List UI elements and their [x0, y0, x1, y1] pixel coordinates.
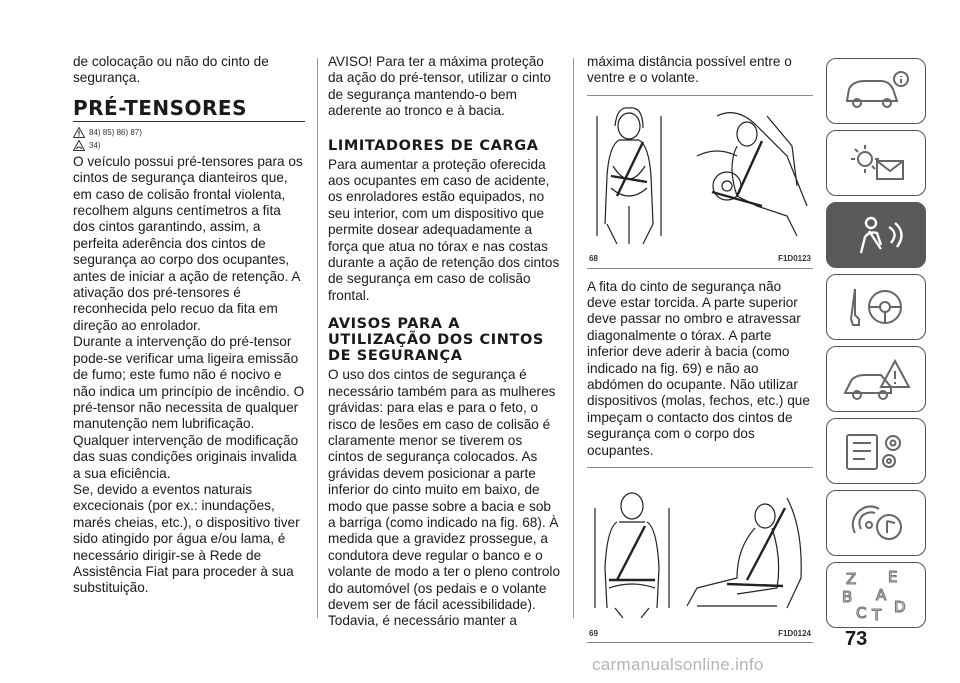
paragraph: O uso dos cintos de segurança é necessário também para as mulheres grávidas: para elas e para o feto, o risco de lesões em caso de colisão é claramente menor se tiverem os cintos de segurança colocados. As grávidas devem posicionar a parte inferior do cinto muito em baixo, de modo que passe sobre a bacia e sob a barriga (como indicado na fig. 68). À medida que a gravidez prossegue, a condutora deve regular o banco e o volante de modo a ter o pleno controlo do automóvel (os pedais e o volante devem ser de fácil acessibilidade). Todavia, é necessário manter a [328, 367, 561, 629]
index-icon [836, 568, 916, 622]
paragraph: Durante a intervenção do pré-tensor pode-se verificar uma ligeira emissão de fumo; este fumo não é nocivo e não indica um princípio de incêndio. O pré-tensor não necessita de qualquer manutenção nem lubrificação. Qualquer intervenção de modificação das suas condições originais invalida a sua eficiência. [73, 334, 305, 481]
paragraph: Se, devido a eventos naturais excecionais (por ex.: inundações, marés cheias, etc.), o dispositivo tiver sido atingido por água e/ou lama, é necessário dirigir-se à Rede de Assistência Fiat para proceder à sua substituição. [73, 481, 300, 596]
tab-warning-lights[interactable] [826, 130, 926, 196]
starting-driving-icon [841, 285, 911, 329]
index-letter: A [876, 586, 887, 604]
emergency-icon [841, 357, 911, 401]
figure-caption [587, 248, 813, 267]
pregnant-seatbelt-illustration [587, 96, 813, 244]
car-info-icon [841, 69, 911, 113]
column-2 [328, 54, 560, 630]
section-title-pretensores: PRÉ-TENSORES [73, 97, 305, 122]
warning-references [73, 127, 305, 139]
column-1 [73, 54, 305, 597]
index-letter: T [872, 606, 882, 622]
figure-code: F1D0123 [778, 254, 811, 264]
paragraph: Para aumentar a proteção oferecida aos ocupantes em caso de acidente, os enroladores estão equipados, no seu interior, com um dispositivo que permite dosear adequadamente a força que atua no tórax e nas costas durante a ação de retenção dos cintos de segurança em caso de colisão frontal. [328, 156, 560, 303]
figure-code: F1D0124 [778, 628, 811, 638]
warning-refs-2: 34) [89, 140, 101, 150]
paragraph: máxima distância possível entre o ventre e o volante. [587, 54, 792, 86]
section-title-load-limiters: LIMITADORES DE CARGA [328, 137, 539, 154]
seatbelt-position-illustration [587, 468, 813, 618]
figure-68 [587, 95, 813, 269]
maintenance-icon [841, 429, 911, 473]
figure-number: 68 [589, 254, 598, 264]
warning-triangle-icon [73, 127, 85, 138]
page-number: 73 [845, 628, 868, 650]
warning-refs-1: 84) 85) 86) 87) [89, 127, 142, 137]
section-title-seatbelt-warnings: AVISOS PARA A UTILIZAÇÃO DOS CINTOS DE SEGURANÇA [328, 316, 544, 365]
warning-lights-icon [841, 141, 911, 185]
column-divider [317, 58, 318, 618]
tab-starting-driving[interactable] [826, 274, 926, 340]
index-letter: Z [846, 570, 857, 588]
watermark: carmanualsonline.info [592, 655, 764, 674]
figure-69 [587, 467, 813, 643]
caution-triangle-icon [73, 140, 85, 151]
paragraph: AVISO! Para ter a máxima proteção da ação do pré-tensor, utilizar o cinto de segurança mantendo-o bem aderente ao tronco e à bacia. [328, 54, 551, 119]
column-divider [573, 58, 574, 618]
multimedia-icon [841, 501, 911, 545]
tab-maintenance[interactable] [826, 418, 926, 484]
column-3 [587, 54, 813, 643]
index-letter: D [894, 598, 906, 616]
tab-emergency[interactable] [826, 346, 926, 412]
intro-text: de colocação ou não do cinto de segurança. [73, 54, 269, 86]
figure-caption [587, 623, 813, 642]
tab-index[interactable] [826, 562, 926, 628]
tab-multimedia[interactable] [826, 490, 926, 556]
tab-car-info[interactable] [826, 58, 926, 124]
paragraph: O veículo possui pré-tensores para os cintos de segurança dianteiros que, em caso de colisão frontal violenta, recolhem alguns centímetros a fita dos cintos garantindo, assim, a perfeita aderência dos cintos de segurança ao corpo dos ocupantes, antes de iniciar a ação de retenção. A ativação dos pré-tensores é reconhecida pelo recuo da fita em direção ao enrolador. [73, 153, 303, 333]
tab-safety[interactable] [826, 202, 926, 268]
index-letter: E [888, 568, 898, 586]
chapter-tabs [826, 58, 928, 634]
caution-references [73, 140, 305, 152]
paragraph: A fita do cinto de segurança não deve estar torcida. A parte superior deve passar no ombro e atravessar diagonalmente o tórax. A parte inferior deve aderir à bacia (como indicado na fig. 69) e não ao abdómen do ocupante. Não utilizar dispositivos (molas, fechos, etc.) que impeçam o contacto dos cintos de segurança com o corpo dos ocupantes. [587, 278, 810, 458]
index-letter: B [842, 588, 853, 606]
safety-airbag-icon [841, 213, 911, 257]
figure-number: 69 [589, 628, 598, 638]
index-letter: C [856, 604, 867, 622]
